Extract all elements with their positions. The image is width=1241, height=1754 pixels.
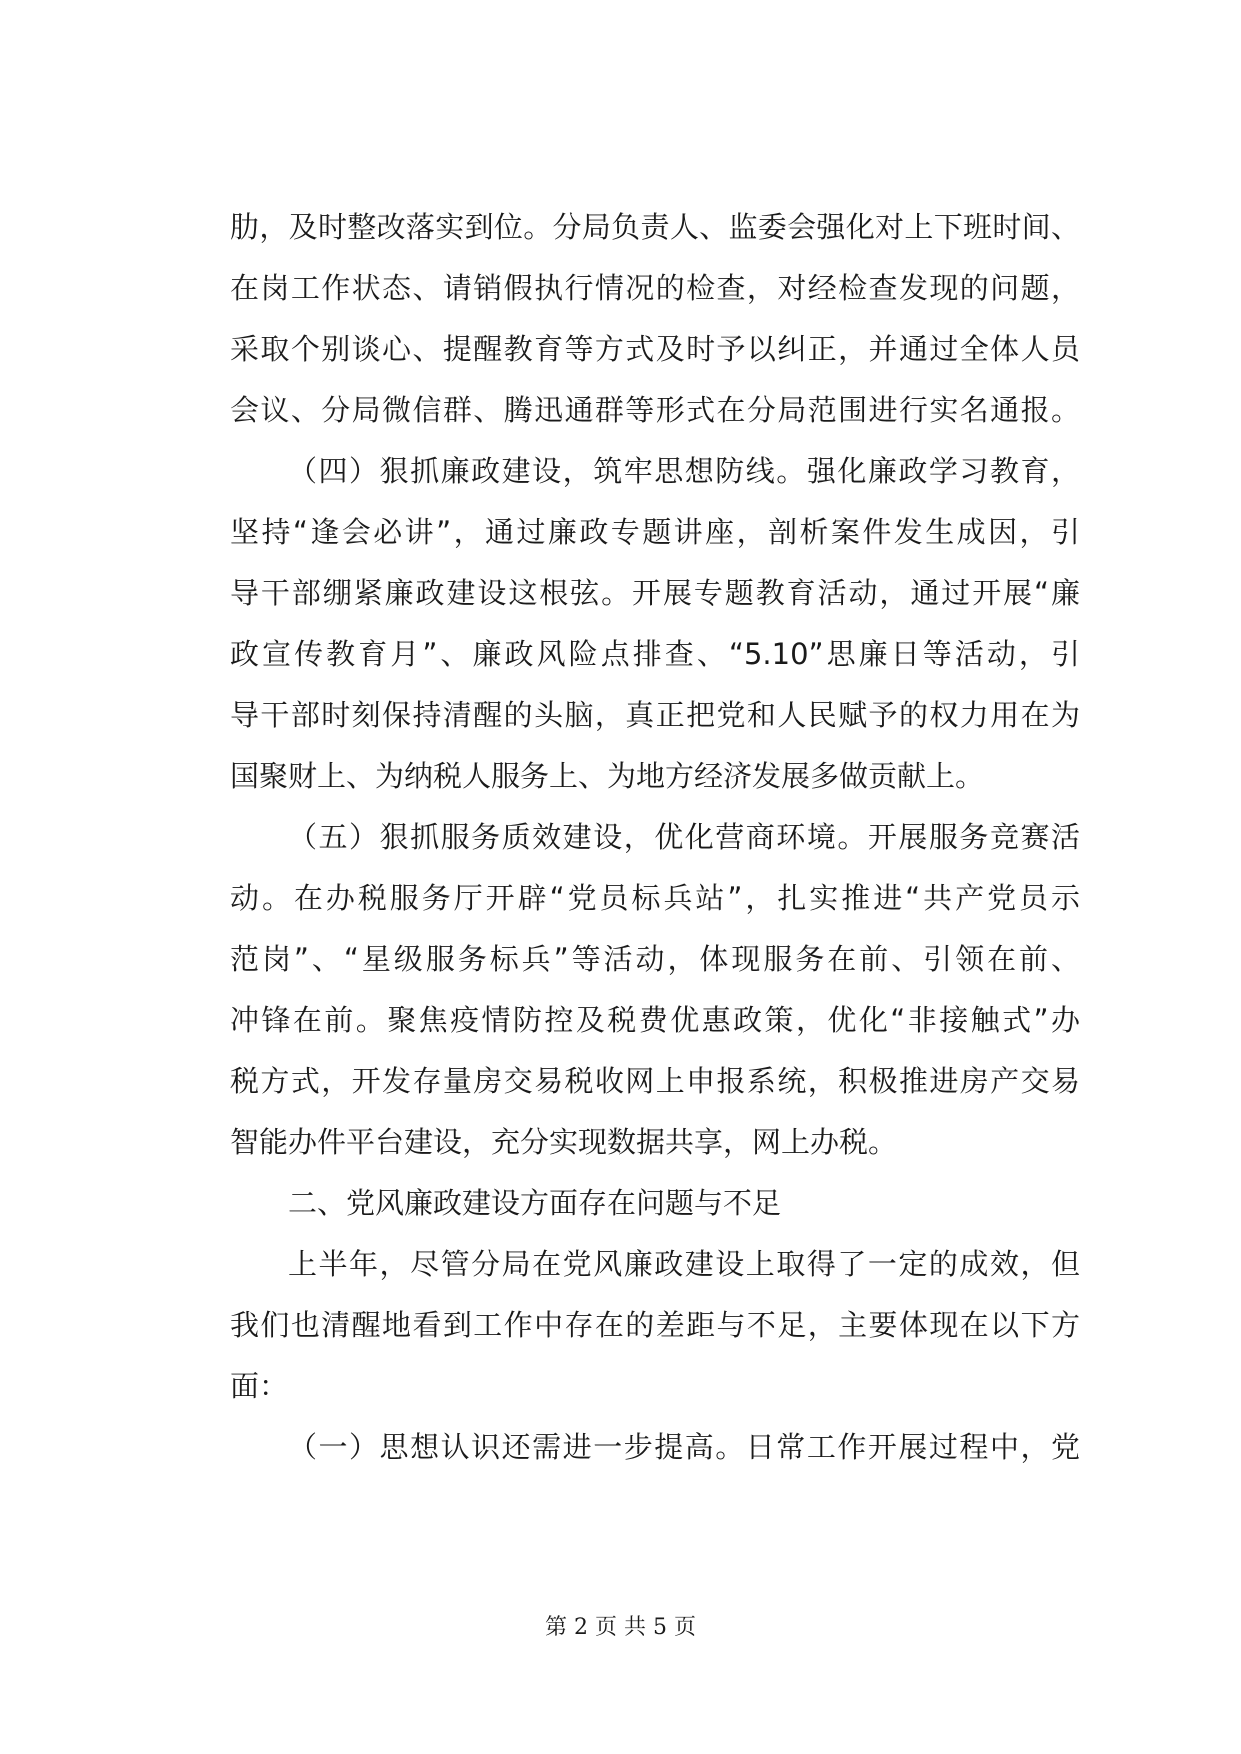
text-line: 我们也清醒地看到工作中存在的差距与不足，主要体现在以下方 — [230, 1308, 1080, 1342]
text-line: （四）狠抓廉政建设，筑牢思想防线。强化廉政学习教育， — [288, 454, 1080, 488]
text-line: （五）狠抓服务质效建设，优化营商环境。开展服务竞赛活 — [288, 820, 1080, 854]
text-line: 导干部时刻保持清醒的头脑，真正把党和人民赋予的权力用在为 — [230, 698, 1080, 732]
text-line: 采取个别谈心、提醒教育等方式及时予以纠正，并通过全体人员 — [230, 332, 1080, 366]
text-line: 政宣传教育月”、廉政风险点排查、“5.10”思廉日等活动，引 — [230, 637, 1080, 671]
text-line: 上半年，尽管分局在党风廉政建设上取得了一定的成效，但 — [288, 1247, 1080, 1281]
text-line: 国聚财上、为纳税人服务上、为地方经济发展多做贡献上。 — [230, 759, 985, 793]
text-line: 面： — [230, 1369, 289, 1403]
text-line: 智能办件平台建设，充分实现数据共享，网上办税。 — [230, 1125, 898, 1159]
text-line: 动。在办税服务厅开辟“党员标兵站”，扎实推进“共产党员示 — [230, 881, 1080, 915]
text-line: 冲锋在前。聚焦疫情防控及税费优惠政策，优化“非接触式”办 — [230, 1003, 1080, 1037]
text-line: 导干部绷紧廉政建设这根弦。开展专题教育活动，通过开展“廉 — [230, 576, 1080, 610]
text-line: 在岗工作状态、请销假执行情况的检查，对经检查发现的问题， — [230, 271, 1080, 305]
text-line: 税方式，开发存量房交易税收网上申报系统，积极推进房产交易 — [230, 1064, 1080, 1098]
page-footer: 第 2 页 共 5 页 — [545, 1615, 696, 1640]
text-line: 坚持“逢会必讲”，通过廉政专题讲座，剖析案件发生成因，引 — [230, 515, 1080, 549]
text-line: 会议、分局微信群、腾迅通群等形式在分局范围进行实名通报。 — [230, 393, 1080, 427]
text-line: 范岗”、“星级服务标兵”等活动，体现服务在前、引领在前、 — [230, 942, 1080, 976]
text-line: （一）思想认识还需进一步提高。日常工作开展过程中，党 — [288, 1430, 1080, 1464]
text-line: 二、党风廉政建设方面存在问题与不足 — [288, 1186, 782, 1220]
text-line: 肋，及时整改落实到位。分局负责人、监委会强化对上下班时间、 — [230, 210, 1080, 244]
document-body — [230, 197, 1080, 1478]
